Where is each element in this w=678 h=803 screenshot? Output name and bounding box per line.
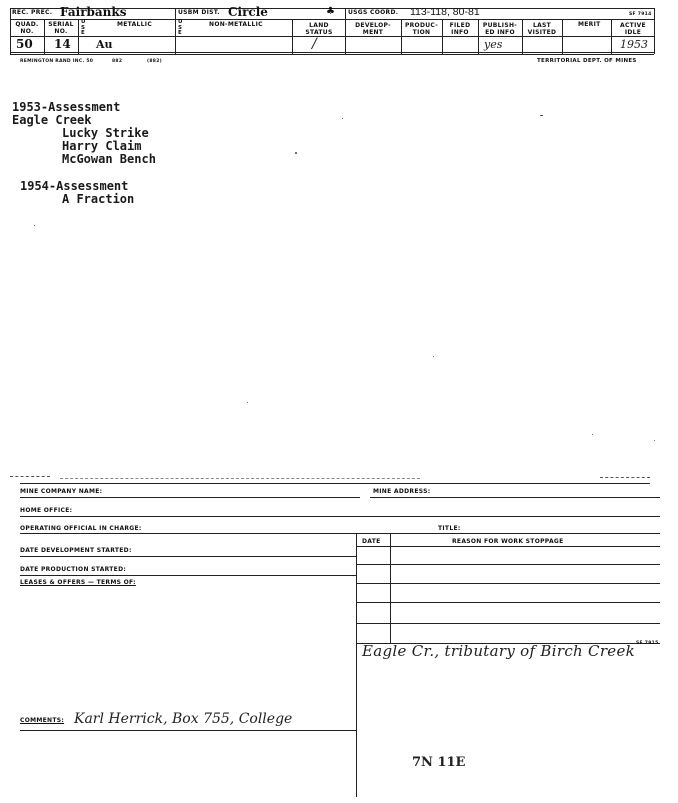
printer-imprint: REMINGTON RAND INC. 50 [20, 59, 94, 64]
row-metallic: Au [96, 38, 113, 51]
mine-address-label: MINE ADDRESS: [373, 488, 431, 495]
note-eagle-creek: Eagle Creek [12, 113, 92, 127]
imprint-code: 882 [112, 59, 123, 64]
row-published-info: yes [484, 38, 503, 51]
date-prod-started-label: DATE PRODUCTION STARTED: [20, 566, 127, 573]
col-last-visited: LAST VISITED [527, 22, 557, 36]
note-a-fraction: A Fraction [62, 192, 135, 206]
note-assessment-1953: 1953-Assessment [12, 100, 121, 114]
imprint-code-2: (882) [147, 59, 163, 64]
mine-company-name-label: MINE COMPANY NAME: [20, 488, 103, 495]
comments-label: COMMENTS: [20, 717, 65, 724]
handwritten-tributary: Eagle Cr., tributary of Birch Creek [362, 642, 636, 660]
usgs-coord-value: 113-118, 80-81 [410, 6, 480, 18]
leases-offers-label: LEASES & OFFERS — TERMS OF: [20, 579, 136, 586]
home-office-label: HOME OFFICE: [20, 507, 73, 514]
row-land-status: / [312, 36, 317, 52]
usbm-dist-mark: ♣ [326, 6, 335, 17]
note-mcgowan-bench: McGowan Bench [62, 152, 156, 166]
scan-speck [592, 434, 593, 435]
scan-speck [34, 225, 35, 226]
row-quad-no: 50 [16, 37, 33, 51]
col-active-idle: ACTIVE IDLE [620, 22, 646, 36]
date-dev-started-label: DATE DEVELOPMENT STARTED: [20, 547, 132, 554]
col-filed-info: FILED INFO [449, 22, 471, 36]
department-name: TERRITORIAL DEPT. OF MINES [537, 58, 637, 64]
scan-speck [247, 402, 248, 403]
usbm-dist-value: Circle [228, 5, 268, 19]
operating-official-label: OPERATING OFFICIAL IN CHARGE: [20, 525, 142, 532]
col-non-metallic: NON-METALLIC [209, 21, 263, 28]
col-development: DEVELOP- MENT [355, 22, 391, 36]
handwritten-location: 7N 11E [412, 755, 466, 770]
title-label: TITLE: [438, 525, 461, 532]
scan-speck [295, 152, 297, 154]
col-quad-no: QUAD. NO. [15, 21, 39, 35]
header-form-number: SF 7914 [629, 12, 652, 17]
row-active-idle: 1953 [620, 38, 648, 51]
date-header: DATE [362, 538, 381, 545]
col-production: PRODUC- TION [404, 22, 439, 36]
col-use-code: U S E [81, 19, 86, 36]
scan-speck [540, 115, 543, 116]
note-harry-claim: Harry Claim [62, 139, 142, 153]
reason-header: REASON FOR WORK STOPPAGE [452, 538, 564, 545]
usgs-coord-label: USGS COORD. [348, 9, 399, 16]
scan-speck [342, 118, 343, 119]
rec-prec-label: REC. PREC. [12, 9, 53, 16]
note-assessment-1954: 1954-Assessment [20, 179, 129, 193]
rec-prec-value: Fairbanks [60, 5, 127, 19]
col-land-status: LAND STATUS [305, 22, 333, 36]
back-form-number: SF 7915 [636, 641, 659, 646]
col-merit: MERIT [578, 21, 601, 28]
handwritten-comments: Karl Herrick, Box 755, College [74, 711, 293, 727]
row-serial-no: 14 [54, 37, 71, 51]
col-serial-no: SERIAL NO. [48, 21, 74, 35]
note-lucky-strike: Lucky Strike [62, 126, 149, 140]
col-use-code-2: U S E [178, 19, 183, 36]
usbm-dist-label: USBM DIST. [178, 9, 220, 16]
scan-speck [654, 440, 655, 441]
col-metallic: METALLIC [117, 21, 153, 28]
scan-speck [433, 356, 434, 357]
col-published-info: PUBLISH- ED INFO [482, 22, 518, 36]
